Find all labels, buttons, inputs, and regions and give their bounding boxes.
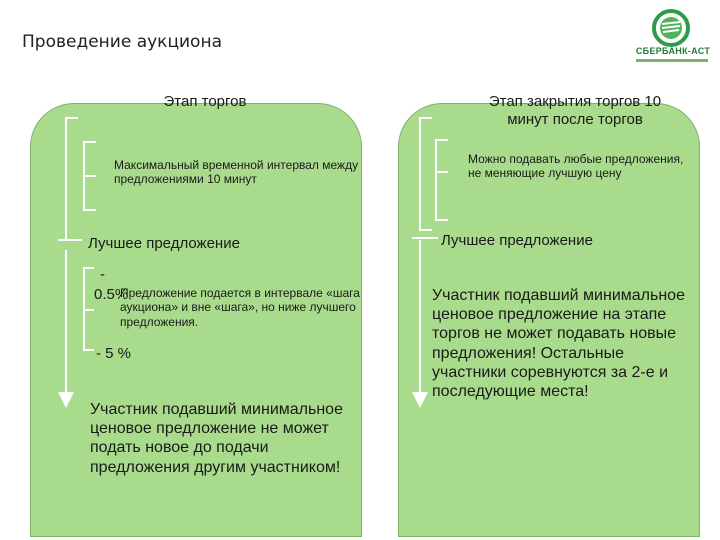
slide-title: Проведение аукциона (22, 32, 222, 52)
trading-stage-heading: Этап торгов (163, 93, 247, 110)
left-participant-note: Участник подавший минимальное ценовое предложение не может подать новое до подачи предложения другим участником! (90, 401, 343, 476)
any-offers-text: Можно подавать любые предложения, не меняющие лучшую цену (468, 152, 684, 181)
offer-rule-text: Предложение подается в интервале «шага аукциона» и вне «шага», но ниже лучшего предложения. (120, 286, 360, 329)
right-best-offer-label: Лучшее предложение (441, 232, 593, 249)
left-best-offer-label: Лучшее предложение (88, 235, 240, 252)
right-outer-bracket (420, 118, 432, 230)
logo-text: СБЕРБАНК-АСТ (635, 46, 711, 56)
interval-text: Максимальный временной интервал между предложениями 10 минут (114, 158, 359, 187)
step-dash: - (100, 266, 105, 283)
left-outer-bracket (66, 118, 78, 240)
right-participant-note: Участник подавший минимальное ценовое предложение на этапе торгов не может подавать новые предложения! Остальные участники соревнуются за 2-е и последующие места! (432, 287, 685, 400)
right-offers-bracket (436, 140, 448, 220)
step-max-value: - 5 % (96, 345, 132, 362)
step-min-value: 0.5% (94, 286, 129, 303)
closing-stage-heading: Этап закрытия торгов 10 минут после торгов (488, 93, 662, 128)
